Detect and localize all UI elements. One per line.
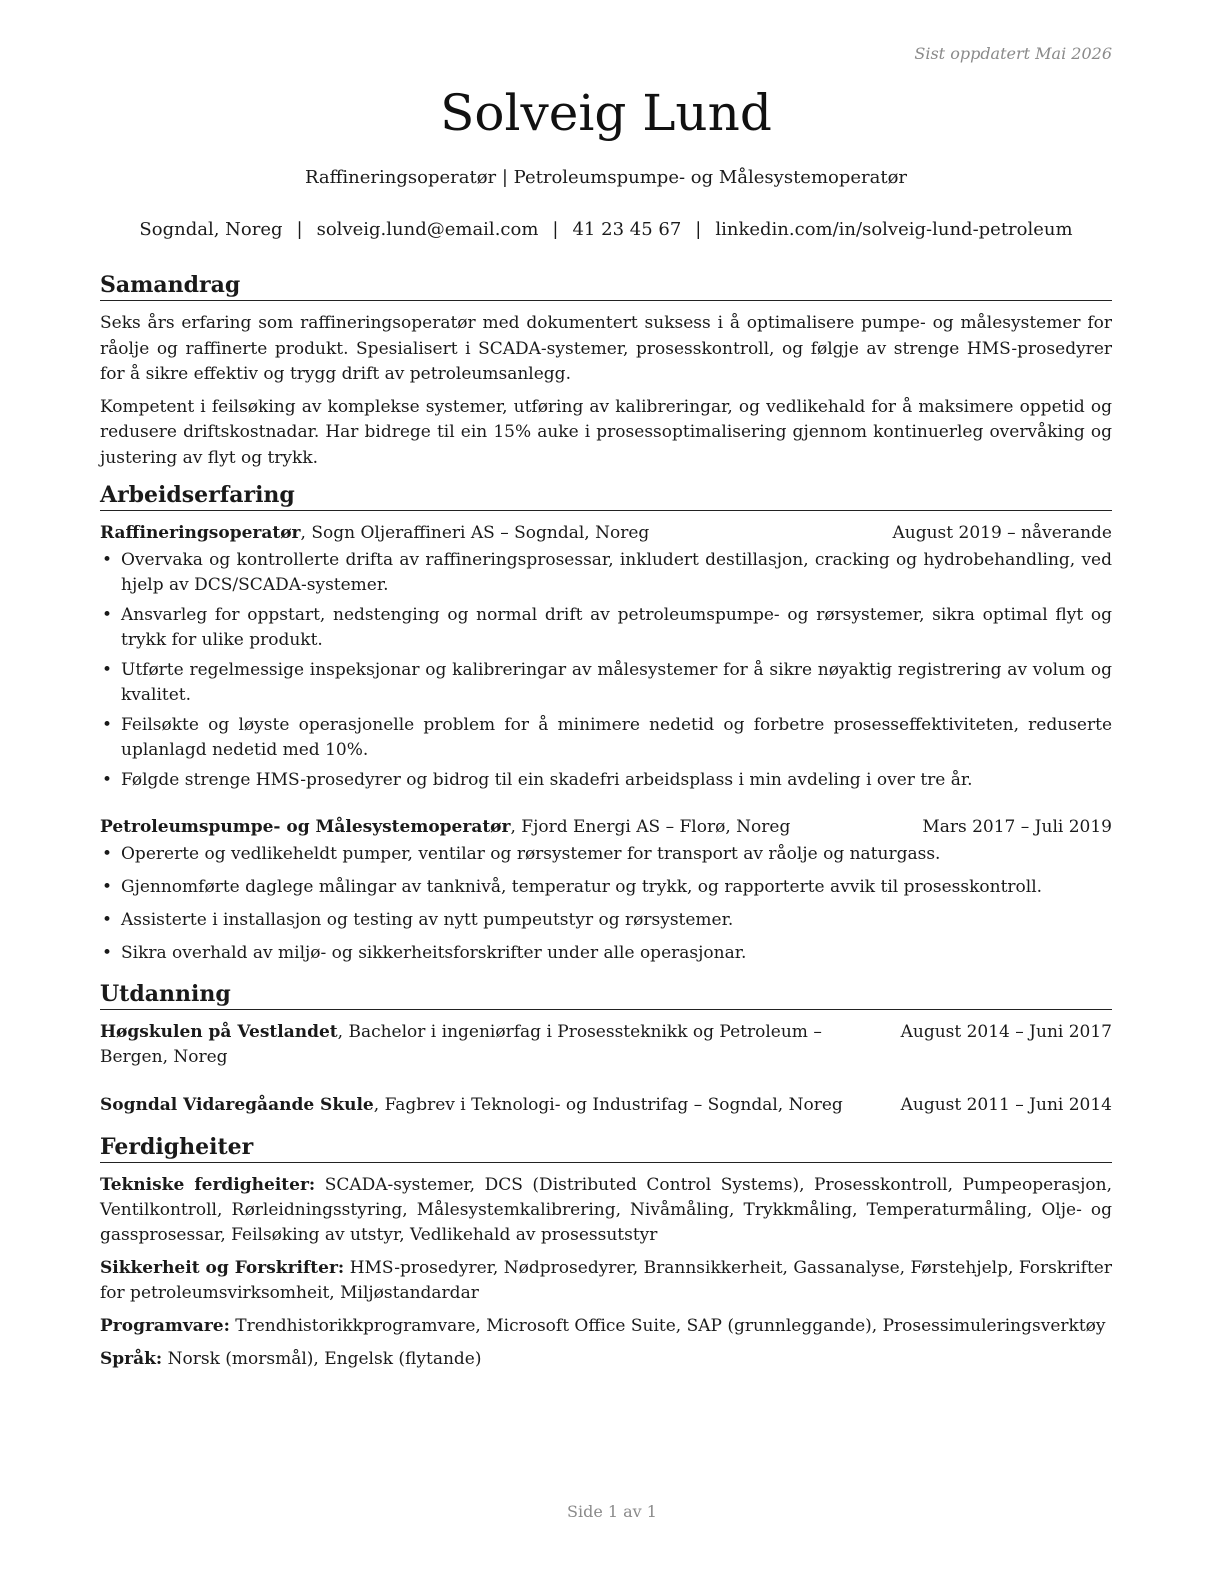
skill-list: Trendhistorikkprogramvare, Microsoft Office Suite, SAP (grunnleggande), Prosessimuleringsverktøy — [229, 1316, 1106, 1336]
job-dates: August 2019 – nåverande — [892, 523, 1112, 543]
contact-location: Sogndal, Noreg — [139, 219, 283, 240]
skill-group — [100, 1347, 1112, 1372]
school-name: Høgskulen på Vestlandet — [100, 1022, 338, 1042]
resume-body — [100, 271, 1112, 1380]
education-heading: Utdanning — [100, 980, 1112, 1010]
job-header — [100, 521, 1112, 546]
job-employer: , Sogn Oljeraffineri AS – Sogndal, Noreg — [300, 523, 650, 543]
skill-group — [100, 1256, 1112, 1306]
school-name: Sogndal Vidaregåande Skule — [100, 1095, 374, 1115]
contact-separator: | — [552, 219, 559, 240]
job-title: Raffineringsoperatør — [100, 523, 301, 543]
list-item: • Feilsøkte og løyste operasjonelle problem for å minimere nedetid og forbetre prosesseffektiviteten, reduserte uplanlagd nedetid med 10%. — [100, 713, 1112, 763]
education-dates: August 2011 – Juni 2014 — [900, 1095, 1112, 1115]
list-item: • Assisterte i installasjon og testing av nytt pumpeutstyr og rørsystemer. — [100, 908, 1112, 933]
list-item: • Følgde strenge HMS-prosedyrer og bidrog til ein skadefri arbeidsplass i min avdeling i over tre år. — [100, 768, 1112, 793]
job-titles: Raffineringsoperatør | Petroleumspumpe- og Målesystemoperatør — [304, 167, 908, 188]
job-dates: Mars 2017 – Juli 2019 — [922, 817, 1112, 837]
education-section — [100, 980, 1112, 1118]
job-bullets — [100, 842, 1112, 966]
skill-group — [100, 1314, 1112, 1339]
skill-label: Språk: — [100, 1349, 163, 1369]
list-item: • Sikra overhald av miljø- og sikkerheitsforskrifter under alle operasjonar. — [100, 941, 1112, 966]
education-entry — [100, 1020, 1112, 1070]
degree-details: , Bachelor i ingeniørfag i Prosessteknikk og Petroleum – Bergen, Noreg — [100, 1022, 822, 1067]
contact-line — [100, 219, 1112, 240]
summary-paragraph: Kompetent i feilsøking av komplekse systemer, utføring av kalibreringar, og vedlikehald for å maksimere oppetid og redusere driftskostnadar. Har bidrege til ein 15% auke i prosessoptimalisering gjennom kontinuerleg overvåking og justering av flyt og trykk. — [100, 396, 1112, 468]
experience-section — [100, 481, 1112, 966]
education-dates: August 2014 – Juni 2017 — [900, 1022, 1112, 1042]
last-updated: Sist oppdatert Mai 2026 — [914, 44, 1112, 63]
job-entry — [100, 521, 1112, 793]
contact-email[interactable]: solveig.lund@email.com — [316, 219, 539, 240]
job-title: Petroleumspumpe- og Målesystemoperatør — [100, 817, 511, 837]
list-item: • Gjennomførte daglege målingar av tanknivå, temperatur og trykk, og rapporterte avvik til prosesskontroll. — [100, 875, 1112, 900]
education-entry — [100, 1093, 1112, 1118]
skill-list: SCADA-systemer, DCS (Distributed Control Systems), Prosesskontroll, Pumpeoperasjon, Ventilkontroll, Rørleidningsstyring, Målesystemkalibrering, Nivåmåling, Trykkmåling, Temperaturmåling, Olje- og gassprosessar, Feilsøking av utstyr, Vedlikehald av prosessutstyr — [100, 1175, 1112, 1245]
contact-phone: 41 23 45 67 — [572, 219, 682, 240]
page-number: Side 1 av 1 — [567, 1502, 657, 1521]
contact-linkedin[interactable]: linkedin.com/in/solveig-lund-petroleum — [715, 219, 1073, 240]
list-item: • Opererte og vedlikeheldt pumper, ventilar og rørsystemer for transport av råolje og naturgass. — [100, 842, 1112, 867]
skill-label: Tekniske ferdigheiter: — [100, 1175, 316, 1195]
list-item: • Ansvarleg for oppstart, nedstenging og normal drift av petroleumspumpe- og rørsystemer, sikra optimal flyt og trykk for ulike produkt. — [100, 603, 1112, 653]
contact-separator: | — [296, 219, 303, 240]
job-header — [100, 815, 1112, 840]
job-employer: , Fjord Energi AS – Florø, Noreg — [510, 817, 791, 837]
skills-section — [100, 1133, 1112, 1372]
skill-label: Programvare: — [100, 1316, 230, 1336]
job-bullets — [100, 548, 1112, 793]
summary-section — [100, 271, 1112, 471]
skills-heading: Ferdigheiter — [100, 1133, 1112, 1163]
summary-heading: Samandrag — [100, 271, 1112, 301]
skill-label: Sikkerheit og Forskrifter: — [100, 1258, 345, 1278]
degree-details: , Fagbrev i Teknologi- og Industrifag – Sogndal, Noreg — [373, 1095, 843, 1115]
summary-paragraph: Seks års erfaring som raffineringsoperatør med dokumentert suksess i å optimalisere pumpe- og målesystemer for råolje og raffinerte produkt. Spesialisert i SCADA-systemer, prosesskontroll, og følgje av strenge HMS-prosedyrer for å sikre effektiv og trygg drift av petroleumsanlegg. — [100, 313, 1112, 384]
list-item: • Overvaka og kontrollerte drifta av raffineringsprosessar, inkludert destillasjon, cracking og hydrobehandling, ved hjelp av DCS/SCADA-systemer. — [100, 548, 1112, 598]
person-name: Solveig Lund — [440, 84, 772, 142]
contact-separator: | — [695, 219, 702, 240]
list-item: • Utførte regelmessige inspeksjonar og kalibreringar av målesystemer for å sikre nøyaktig registrering av volum og kvalitet. — [100, 658, 1112, 708]
skill-group — [100, 1173, 1112, 1248]
skill-list: HMS-prosedyrer, Nødprosedyrer, Brannsikkerheit, Gassanalyse, Førstehjelp, Forskrifter for petroleumsvirksomheit, Miljøstandardar — [100, 1258, 1112, 1303]
skill-list: Norsk (morsmål), Engelsk (flytande) — [162, 1349, 482, 1369]
job-entry — [100, 815, 1112, 966]
experience-heading: Arbeidserfaring — [100, 481, 1112, 511]
